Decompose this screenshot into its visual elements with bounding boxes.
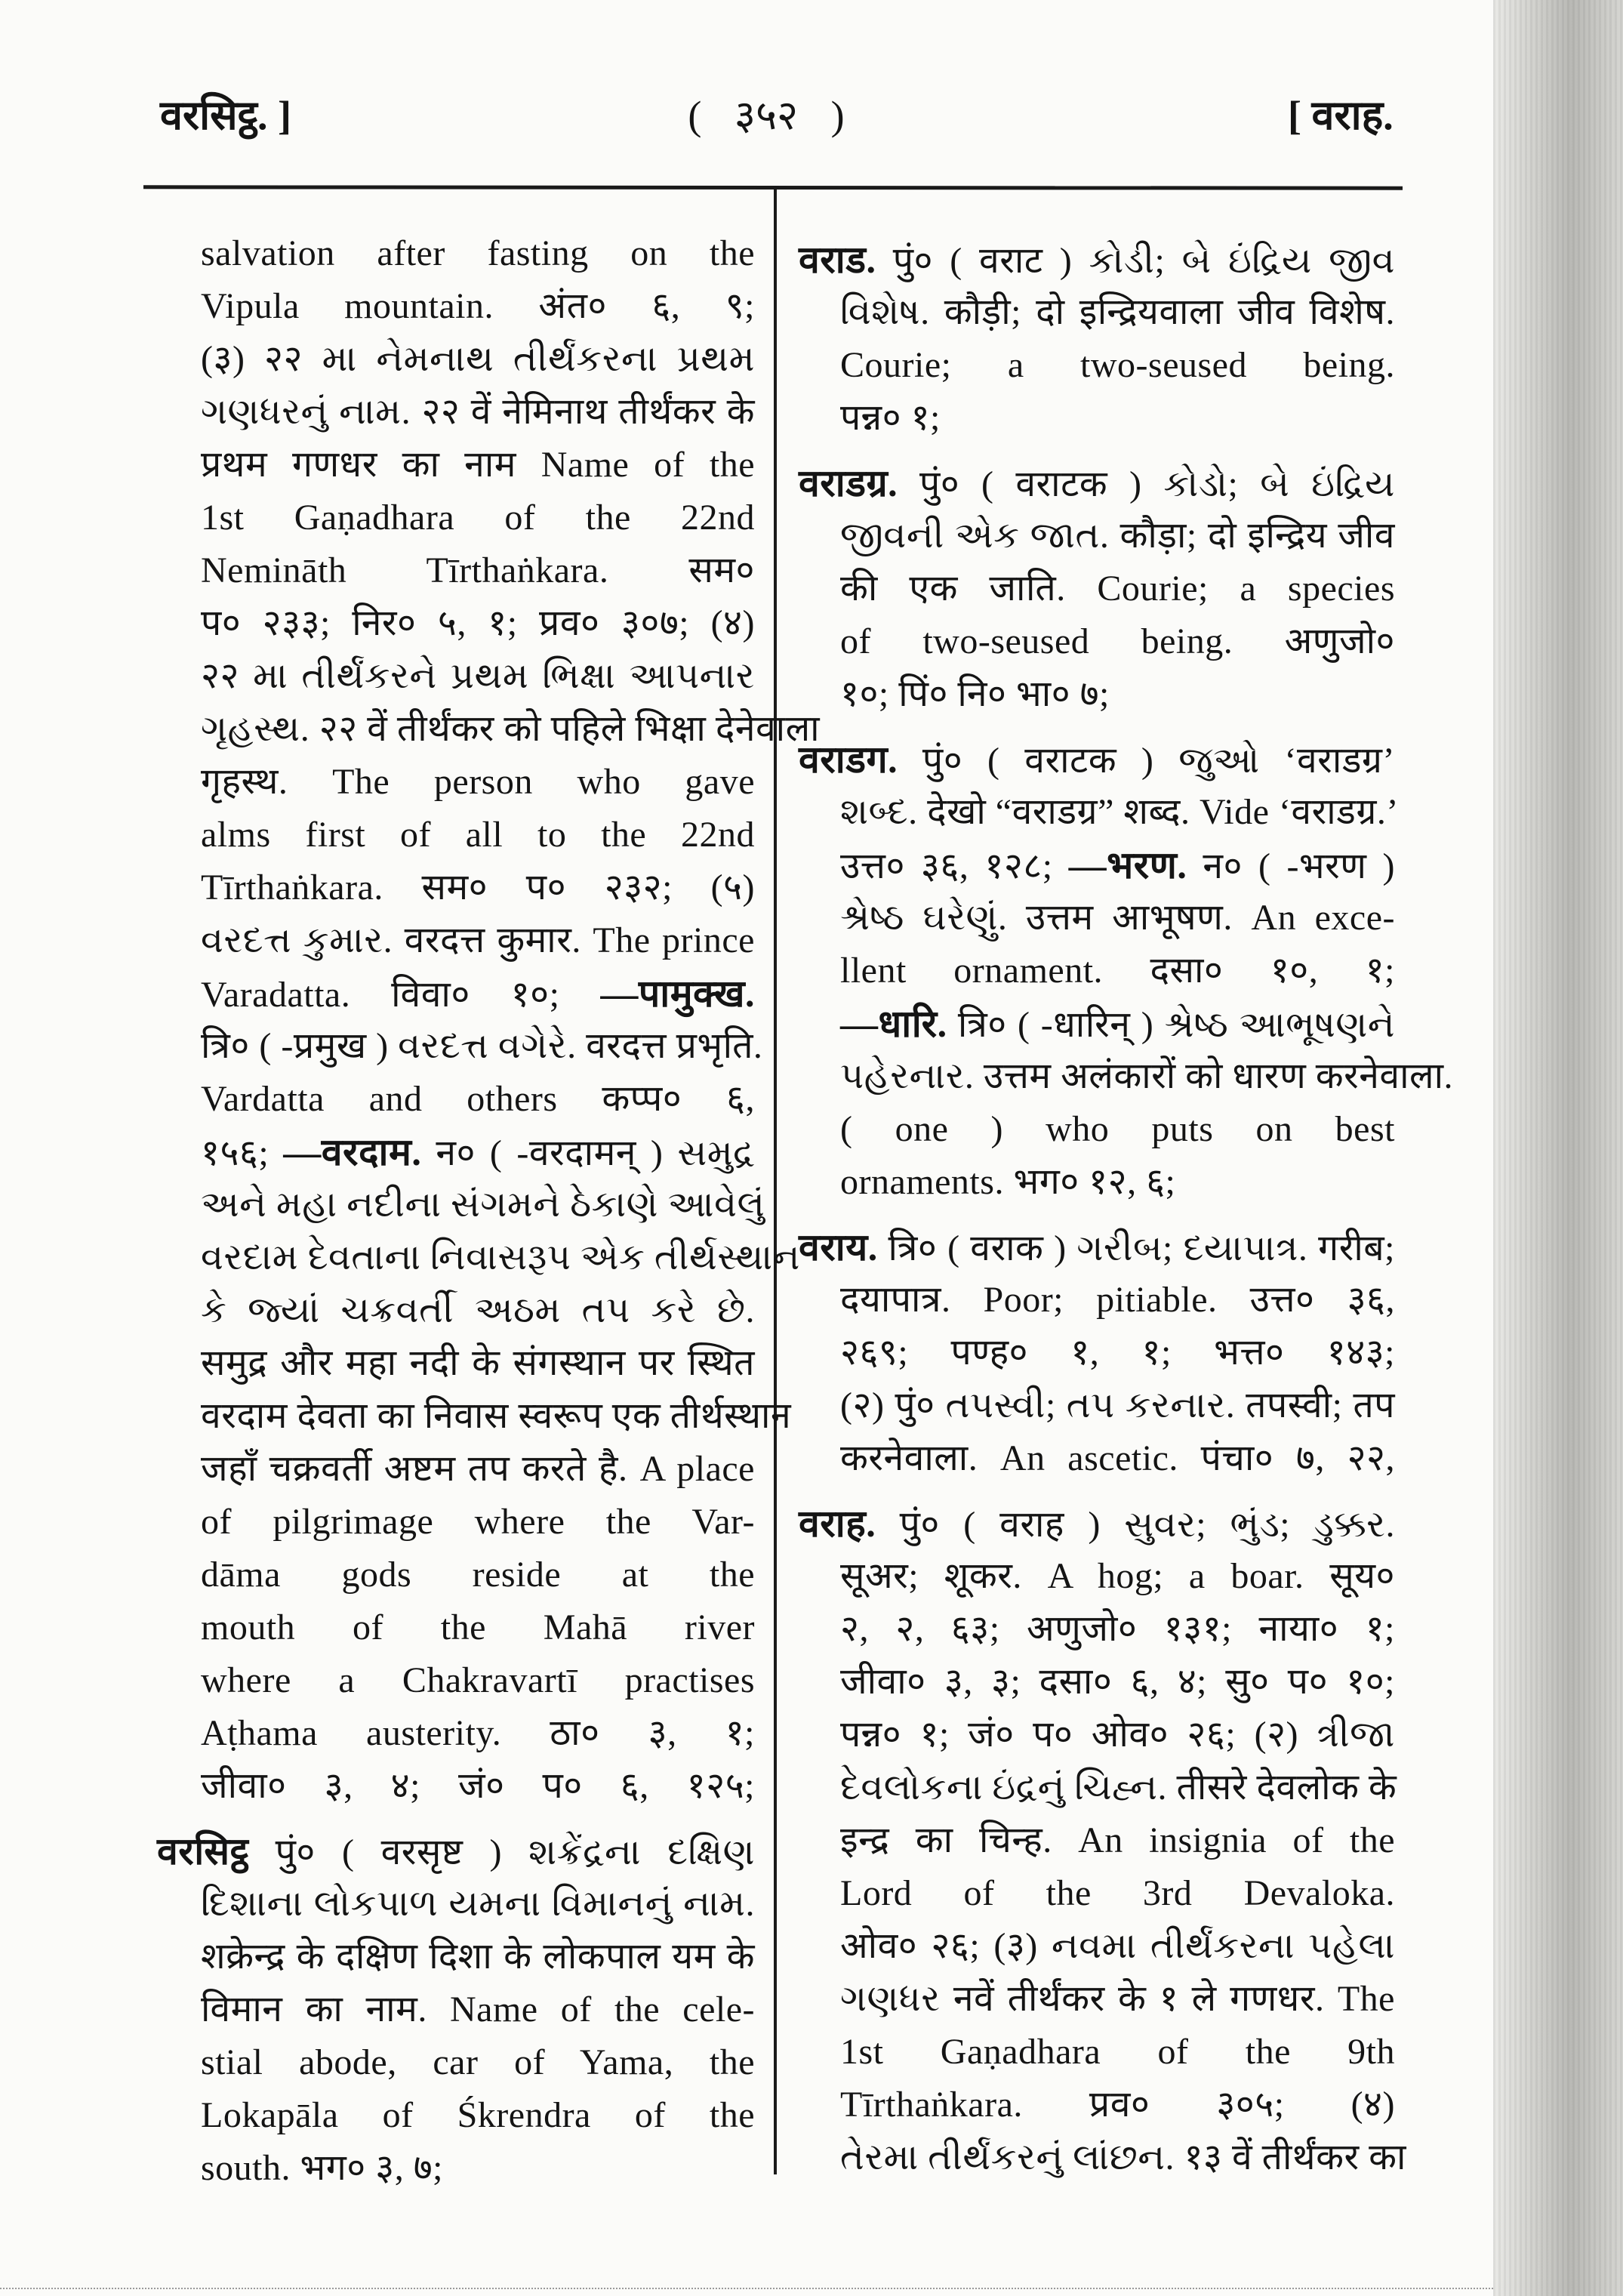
- text-line: [799, 839, 1395, 892]
- text-line: [799, 1603, 1395, 1656]
- line-text: Vardatta and others कप्प० ६,: [201, 1079, 755, 1119]
- text-line: [157, 2142, 755, 2195]
- line-text: पुं० ( वराट ) કોડી; બે ઇંદ્રિય જીવ: [876, 241, 1395, 281]
- text-line: [799, 1221, 1395, 1274]
- text-line: [799, 1379, 1395, 1432]
- line-text: इन्द्र का चिन्ह. An insignia of the: [840, 1820, 1395, 1860]
- line-text: दयापात्र. Poor; pitiable. उत्त० ३६,: [840, 1280, 1395, 1320]
- line-text: ગૃહસ્થ. २२ वें तीर्थंकर को पहिले भिक्षा देनेवाला: [201, 709, 821, 749]
- text-line: [799, 2079, 1395, 2131]
- text-line: [157, 914, 755, 967]
- text-line: [799, 1050, 1454, 1103]
- line-text: Tīrthaṅkara. सम० प० २३२; (५): [201, 868, 755, 908]
- line-text: १०; पिं० नि० भा० ७;: [840, 674, 1110, 714]
- line-text: તેરમા તીર્થંકરનું લાંછન. १३ वें तीर्थंकर का: [840, 2137, 1406, 2177]
- text-line: [157, 1126, 755, 1179]
- line-text: dāma gods reside at the: [201, 1555, 755, 1595]
- line-text: ગણધરનું નામ. २२ वें नेमिनाथ तीर्थंकर के: [201, 392, 755, 432]
- text-line: [157, 1654, 755, 1707]
- dictionary-entry: [157, 227, 821, 1813]
- line-text: न० ( -भरण ): [1187, 846, 1395, 886]
- column-divider: [774, 189, 777, 2174]
- line-text: વિશેષ. कौड़ी; दो इन्द्रियवाला जीव विशेष.: [840, 292, 1395, 332]
- text-line: [799, 945, 1395, 997]
- line-text: Nemināth Tīrthaṅkara. सम०: [201, 550, 755, 590]
- text-line: [157, 1707, 755, 1760]
- text-line: [799, 2131, 1406, 2184]
- text-line: [157, 1549, 755, 1601]
- headword: वराडग्र.: [799, 462, 898, 504]
- line-text: (३) २२ મા નેમનાથ તીર્થંકરના પ્રથમ: [201, 339, 755, 379]
- text-line: [157, 861, 755, 914]
- text-line: [799, 457, 1395, 510]
- text-line: [799, 733, 1395, 786]
- line-text: ornaments. भग० १२, ६;: [840, 1162, 1176, 1202]
- line-text: Lokapāla of Śkrendra of the: [201, 2095, 755, 2135]
- text-line: [157, 1983, 755, 2036]
- page-number: ( ३५२ ): [688, 93, 845, 138]
- bottom-edge-dots: [0, 2288, 1493, 2289]
- text-line: [157, 1825, 755, 1878]
- text-line: [799, 892, 1395, 945]
- line-text: २२ મા તીર્થંકરને પ્રથમ ભિક્ષા આપનાર: [201, 656, 755, 696]
- line-text: જીવની એક જાત. कौड़ा; दो इन्द्रिय जीव: [840, 516, 1395, 556]
- line-text: alms first of all to the 22nd: [201, 815, 755, 855]
- text-line: [799, 997, 1395, 1050]
- text-line: [157, 1337, 755, 1390]
- text-line: [157, 1020, 763, 1073]
- text-line: [157, 1443, 755, 1496]
- headword: वराह.: [799, 1502, 876, 1545]
- line-text: पन्न० १;: [840, 398, 941, 438]
- text-line: [799, 392, 1395, 445]
- dictionary-entry: [799, 1221, 1395, 1485]
- text-line: [799, 786, 1399, 839]
- text-line: [799, 286, 1395, 339]
- line-text: શબ્દ. देखो “वराडग्र” शब्द. Vide ‘वराडग्र.’: [840, 792, 1399, 832]
- line-text: जहाँ चक्रवर्ती अष्टम तप करते है. A place: [201, 1449, 755, 1489]
- line-text: વરદામ દેવતાના નિવાસરૂપ એક તીર્થસ્થાન: [201, 1237, 800, 1277]
- sub-headword: —वरदाम.: [283, 1131, 422, 1173]
- text-line: [157, 1179, 765, 1231]
- text-line: [799, 233, 1395, 286]
- text-line: [157, 1231, 800, 1284]
- text-line: [799, 615, 1395, 668]
- text-line: [157, 1496, 755, 1549]
- text-line: [799, 1656, 1395, 1709]
- text-line: [157, 1601, 755, 1654]
- text-line: [799, 1156, 1395, 1209]
- text-line: [799, 1709, 1395, 1761]
- line-text: south. भग० ३, ७;: [201, 2148, 443, 2188]
- text-line: [799, 2026, 1395, 2079]
- line-text: पुं० ( वरसृष्ट ) શક્રેંદ્રના દક્ષિણ: [248, 1832, 755, 1872]
- text-line: [799, 1920, 1395, 1973]
- text-line: [157, 544, 755, 597]
- text-line: [157, 967, 755, 1020]
- text-line: [157, 1878, 755, 1931]
- text-line: [157, 1760, 755, 1813]
- line-text: llent ornament. दसा० १०, १;: [840, 951, 1395, 991]
- line-text: प० २३३; निर० ५, १; प्रव० ३०७; (४): [201, 603, 755, 643]
- dictionary-entry: [799, 457, 1395, 721]
- line-text: त्रि० ( -धारिन् ) શ્રેષ્ઠ આભૂષણને: [947, 1005, 1395, 1045]
- headword: वरसिट्ठ: [157, 1830, 249, 1872]
- text-line: [157, 1284, 755, 1337]
- sub-headword: —भरण.: [1068, 844, 1187, 886]
- line-text: of pilgrimage where the Var-: [201, 1502, 755, 1542]
- line-text: २६९; पण्ह० १, १; भत्त० १४३;: [840, 1333, 1395, 1373]
- text-line: [157, 597, 755, 650]
- text-line: [799, 1973, 1395, 2026]
- line-text: समुद्र और महा नदी के संगस्थान पर स्थित: [201, 1343, 755, 1383]
- left-column: [157, 227, 821, 2207]
- line-text: stial abode, car of Yama, the: [201, 2042, 755, 2082]
- line-text: (२) पुं० તપસ્વી; તપ કરનાર. तपस्वी; तप: [840, 1385, 1395, 1425]
- line-text: जीवा० ३, ३; दसा० ६, ४; सु० प० १०;: [840, 1662, 1395, 1702]
- headword: वराय.: [799, 1226, 878, 1268]
- line-text: 1st Gaṇadhara of the 9th: [840, 2032, 1395, 2072]
- right-column: [799, 233, 1454, 2196]
- text-line: [799, 510, 1395, 562]
- line-text: Varadatta. विवा० १०;: [201, 975, 601, 1015]
- sub-headword: —पामुक्ख.: [600, 972, 755, 1015]
- line-text: દેવલોકના ઇંદ્રનું ચિહ્ન. तीसरे देवलोक के: [840, 1767, 1397, 1808]
- line-text: वरदाम देवता का निवास स्वरूप एक तीर्थस्थान: [201, 1396, 792, 1436]
- line-text: १५६;: [201, 1133, 284, 1173]
- line-text: ( one ) who puts on best: [840, 1109, 1395, 1149]
- line-text: पुं० ( वराह ) સુવર; ભુંડ; ડુક્કર.: [876, 1505, 1395, 1545]
- line-text: करनेवाला. An ascetic. पंचा० ७, २२,: [840, 1438, 1395, 1478]
- line-text: where a Chakravartī practises: [201, 1660, 755, 1700]
- text-line: [157, 1390, 792, 1443]
- line-text: प्रथम गणधर का नाम Name of the: [201, 445, 755, 485]
- scan-page-edge: [1493, 0, 1623, 2296]
- text-line: [799, 1432, 1395, 1485]
- line-text: Lord of the 3rd Devaloka.: [840, 1873, 1395, 1913]
- text-line: [799, 339, 1395, 392]
- line-text: ओव० २६; (३) નવમા તીર્થંકરના પહેલા: [840, 1926, 1395, 1966]
- text-line: [799, 1814, 1395, 1867]
- text-line: [157, 492, 755, 544]
- text-line: [157, 227, 755, 280]
- headword: वराडग.: [799, 738, 898, 781]
- text-line: [799, 1867, 1395, 1920]
- text-line: [799, 1761, 1395, 1814]
- line-text: વરદત્ત કુમાર. वरदत्त कुमार. The prince: [201, 920, 755, 960]
- line-text: शक्रेन्द्र के दक्षिण दिशा के लोकपाल यम के: [201, 1937, 755, 1977]
- line-text: of two-seused being. अणुजो०: [840, 621, 1395, 661]
- line-text: કે જ્યાં ચક્રવર્તી અઠમ તપ કરે છે.: [201, 1290, 755, 1330]
- text-line: [799, 668, 1395, 721]
- dictionary-entry: [799, 233, 1395, 445]
- line-text: ગણધર नवें तीर्थंकर के १ ले गणधर. The: [840, 1979, 1395, 2019]
- line-text: દિશાના લોકપાળ યમના વિમાનનું નામ.: [201, 1884, 755, 1924]
- headword: वराड.: [799, 239, 876, 281]
- line-text: 1st Gaṇadhara of the 22nd: [201, 498, 755, 538]
- line-text: जीवा० ३, ४; जं० प० ६, १२५;: [201, 1766, 755, 1806]
- text-line: [799, 1327, 1395, 1379]
- line-text: पुं० ( वराटक ) કોડો; બે ઇંદ્રિય: [898, 464, 1395, 504]
- line-text: Vipula mountain. अंत० ६, ९;: [201, 286, 755, 326]
- text-line: [799, 562, 1395, 615]
- line-text: અને મહા નદીના સંગમને ઠેકાણે આવેલું: [201, 1185, 765, 1225]
- text-line: [157, 809, 755, 861]
- line-text: શ્રેષ્ઠ ઘરેણું. उत्तम आभूषण. An exce-: [840, 898, 1395, 938]
- line-text: mouth of the Mahā river: [201, 1607, 755, 1647]
- text-line: [157, 2036, 755, 2089]
- line-text: त्रि० ( -प्रमुख ) વરદત્ત વગેરે. वरदत्त प्रभृति.: [201, 1026, 763, 1066]
- text-line: [157, 280, 755, 333]
- line-text: न० ( -वरदामन् ) સમુદ્ર: [421, 1133, 756, 1173]
- line-text: सूअर; शूकर. A hog; a boar. सूय०: [840, 1556, 1395, 1596]
- text-line: [799, 1550, 1395, 1603]
- text-line: [157, 1931, 755, 1983]
- line-text: Aṭhama austerity. ठा० ३, १;: [201, 1713, 755, 1753]
- line-text: उत्त० ३६, १२८;: [840, 846, 1069, 886]
- line-text: પહેરનાર. उत्तम अलंकारों को धारण करनेवाला.: [840, 1056, 1454, 1096]
- text-line: [157, 703, 821, 756]
- text-line: [157, 756, 755, 809]
- line-text: त्रि० ( वराक ) ગરીબ; દયાપાત્ર. गरीब;: [877, 1228, 1395, 1268]
- sub-headword: —धारि.: [840, 1003, 947, 1045]
- text-line: [157, 650, 755, 703]
- text-line: [799, 1497, 1395, 1550]
- dictionary-entry: [157, 1825, 755, 2195]
- line-text: पुं० ( वराटक ) જુઓ ‘वराडग्र’: [898, 741, 1395, 781]
- text-line: [157, 1073, 755, 1126]
- dictionary-entry: [799, 1497, 1406, 2184]
- line-text: गृहस्थ. The person who gave: [201, 762, 755, 802]
- dictionary-entry: [799, 733, 1454, 1209]
- line-text: salvation after fasting on the: [201, 233, 755, 273]
- text-line: [157, 2089, 755, 2142]
- line-text: पन्न० १; जं० प० ओव० २६; (२) ત્રીજા: [840, 1715, 1395, 1755]
- line-text: Courie; a two-seused being.: [840, 345, 1395, 385]
- text-line: [157, 333, 755, 386]
- text-line: [157, 439, 755, 492]
- text-line: [799, 1274, 1395, 1327]
- header-rule: [143, 185, 1403, 190]
- line-text: Tīrthaṅkara. प्रव० ३०५; (४): [840, 2085, 1395, 2125]
- line-text: की एक जाति. Courie; a species: [840, 569, 1395, 609]
- guide-word-left: वरसिट्ठ. ]: [160, 93, 291, 138]
- text-line: [799, 1103, 1395, 1156]
- line-text: २, २, ६३; अणुजो० १३१; नाया० १;: [840, 1609, 1395, 1649]
- text-line: [157, 386, 755, 439]
- guide-word-right: [ वराह.: [1288, 93, 1394, 138]
- line-text: विमान का नाम. Name of the cele-: [201, 1989, 755, 2029]
